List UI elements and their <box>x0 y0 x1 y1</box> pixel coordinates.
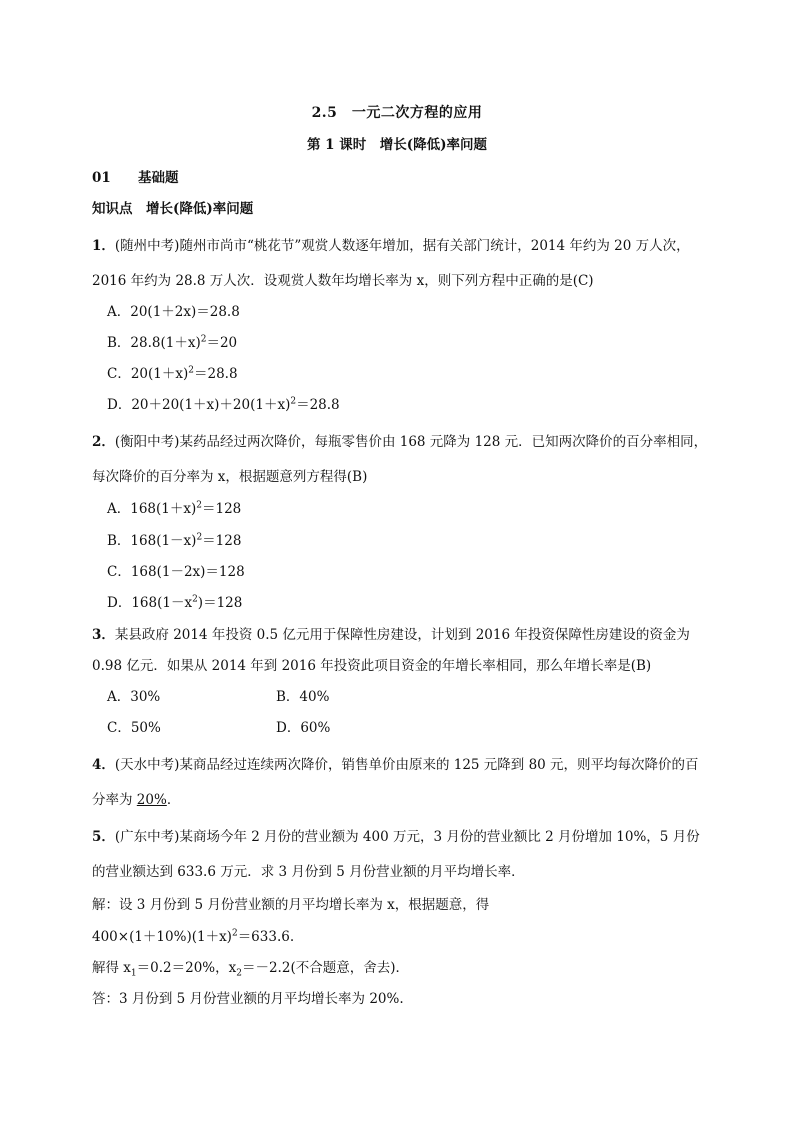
section-heading <box>92 166 179 186</box>
question-text: (随州中考)随州市尚市“桃花节”观赏人数逐年增加，据有关部门统计，2014 年约为 20 万人次， <box>114 238 690 254</box>
question-text: (天水中考)某商品经过连续两次降价，销售单价由原来的 125 元降到 80 元，则平均每次降价的百 <box>114 757 699 773</box>
answer-blank: 20% <box>136 792 167 808</box>
question-2-line-1 <box>92 430 707 450</box>
solution-line-1: 解：设 3 月份到 5 月份营业额的月平均增长率为 x，根据题意，得 <box>92 897 490 913</box>
question-5-line-2: 的营业额达到 633.6 万元．求 3 月份到 5 月份营业额的月平均增长率． <box>92 864 525 880</box>
question-text: 某县政府 2014 年投资 0.5 亿元用于保障性房建设，计划到 2016 年投资保障性房建设的资金为 <box>114 627 690 643</box>
question-3-option-a: A．30% <box>107 689 161 705</box>
question-1-line-2: 2016 年约为 28.8 万人次．设观赏人数年均增长率为 x，则下列方程中正确的是(C) <box>92 273 594 289</box>
question-3-option-c: C．50% <box>107 720 161 736</box>
question-1-option-c: C．$20(1+x)^2=28.8$ <box>107 365 238 382</box>
question-number: 5． <box>92 829 115 845</box>
question-1-option-b: B．$28.8(1+x)^2=20$ <box>107 334 238 351</box>
section-name: 基础题 <box>138 170 179 186</box>
question-1-option-a: A．20(1＋2x)＝28.8 <box>107 304 240 320</box>
page-subtitle: 第 1 课时 增长(降低)率问题 <box>306 137 488 153</box>
question-1-line-1 <box>92 234 690 254</box>
solution-equation: $400\times(1+10\%)(1+x)^2=633.6$. <box>92 928 295 945</box>
question-text: (广东中考)某商场今年 2 月份的营业额为 400 万元，3 月份的营业额比 2 月份增加 10%，5 月份 <box>114 829 700 845</box>
question-2-option-b: B．$168(1-x)^2=128$ <box>107 532 242 549</box>
question-4-line-2: 分率为 20%． <box>92 792 181 808</box>
question-2-option-d: D．$168(1-x^2)=128$ <box>107 594 243 611</box>
question-2-line-2: 每次降价的百分率为 x，根据题意列方程得(B) <box>92 469 368 485</box>
question-number: 2． <box>92 434 115 450</box>
question-5-line-1 <box>92 825 700 845</box>
section-number: 01 <box>92 170 111 186</box>
solution-roots: 解得 $x_1=0.2=20\%$，$x_2=-2.2$(不合题意，舍去)． <box>92 960 409 979</box>
question-text: (衡阳中考)某药品经过两次降价，每瓶零售价由 168 元降为 128 元．已知两次降价的百分率相同， <box>114 434 708 450</box>
question-2-option-a: A．$168(1+x)^2=128$ <box>107 500 242 517</box>
question-4-line-1 <box>92 753 699 773</box>
question-2-option-c: C．168(1－2x)＝128 <box>107 564 245 580</box>
question-number: 4． <box>92 757 115 773</box>
question-3-option-d: D．60% <box>276 720 331 736</box>
question-1-option-d: D．$20+20(1+x)+20(1+x)^2=28.8$ <box>107 396 340 413</box>
question-number: 1． <box>92 238 115 254</box>
knowledge-point: 知识点 增长(降低)率问题 <box>92 201 254 217</box>
question-3-line-1 <box>92 623 690 643</box>
question-3-option-b: B．40% <box>276 689 330 705</box>
question-number: 3． <box>92 627 115 643</box>
solution-answer: 答：3 月份到 5 月份营业额的月平均增长率为 20%. <box>92 991 404 1007</box>
page-title: 2.5 一元二次方程的应用 <box>311 105 483 121</box>
question-3-line-2: 0.98 亿元．如果从 2014 年到 2016 年投资此项目资金的年增长率相同，那么年增长率是(B) <box>92 658 652 674</box>
